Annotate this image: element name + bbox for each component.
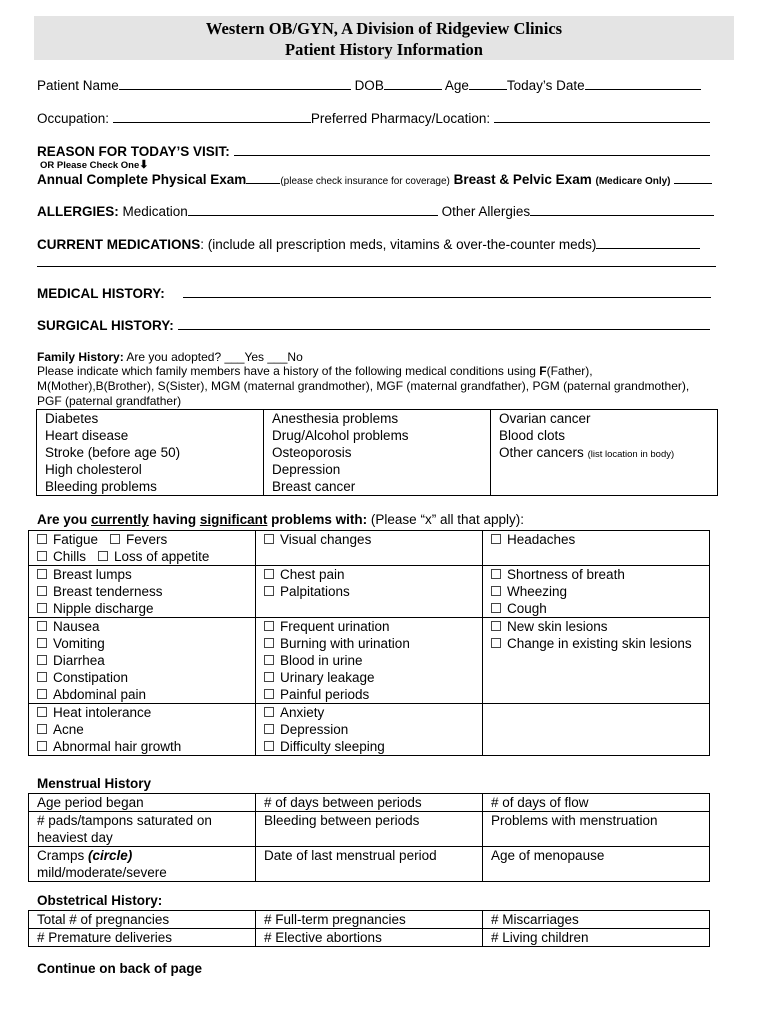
problems-cell bbox=[256, 704, 483, 756]
symptom-label: Depression bbox=[280, 722, 349, 737]
family-condition: Bleeding problems bbox=[45, 479, 157, 494]
insurance-note: (please check insurance for coverage) bbox=[280, 176, 450, 187]
symptom-label: Painful periods bbox=[280, 687, 370, 702]
medical-history-field[interactable] bbox=[183, 285, 711, 298]
problems-cell bbox=[483, 618, 710, 704]
symptom-label: Breast lumps bbox=[53, 567, 132, 582]
symptom-option[interactable] bbox=[491, 583, 709, 600]
checkbox[interactable] bbox=[264, 621, 274, 631]
surgical-history-field[interactable] bbox=[178, 317, 710, 330]
family-instructions-line1: Please indicate which family members have a history of the following medical conditions using F(Father), bbox=[37, 364, 593, 378]
symptom-option[interactable] bbox=[264, 635, 482, 652]
checkbox[interactable] bbox=[37, 741, 47, 751]
checkbox[interactable] bbox=[264, 707, 274, 717]
family-condition: Stroke (before age 50) bbox=[45, 445, 181, 460]
symptom-label: Loss of appetite bbox=[114, 549, 210, 564]
menstrual-cell[interactable]: Age of menopause bbox=[483, 847, 710, 882]
menstrual-cell[interactable]: Cramps (circle) mild/moderate/severe bbox=[29, 847, 256, 882]
visit-type-row bbox=[37, 171, 712, 187]
page-title: Western OB/GYN, A Division of Ridgeview Clinics bbox=[205, 19, 563, 38]
problems-cell bbox=[29, 704, 256, 756]
checkbox[interactable] bbox=[37, 603, 47, 613]
menstrual-cell[interactable]: Bleeding between periods bbox=[256, 812, 483, 847]
obstetrical-history-table bbox=[28, 910, 710, 947]
checkbox[interactable] bbox=[264, 655, 274, 665]
medical-history-row bbox=[37, 285, 711, 301]
symptom-option[interactable] bbox=[491, 600, 709, 617]
checkbox[interactable] bbox=[264, 672, 274, 682]
family-condition: Breast cancer bbox=[272, 479, 356, 494]
symptom-option[interactable] bbox=[264, 618, 482, 635]
menstrual-cell[interactable]: # of days of flow bbox=[483, 794, 710, 812]
problems-cell bbox=[29, 566, 256, 618]
symptom-option[interactable] bbox=[264, 652, 482, 669]
symptom-label: Shortness of breath bbox=[507, 567, 625, 582]
symptom-option[interactable] bbox=[491, 618, 709, 635]
symptom-label: Fatigue bbox=[53, 532, 99, 547]
checkbox[interactable] bbox=[37, 621, 47, 631]
symptom-option[interactable] bbox=[491, 635, 709, 652]
problems-cell bbox=[29, 618, 256, 704]
family-history-label: Family History: bbox=[37, 350, 124, 364]
symptom-option[interactable] bbox=[264, 566, 482, 583]
obstetrical-cell[interactable]: # Full-term pregnancies bbox=[256, 911, 483, 929]
pharmacy-label: Preferred Pharmacy/Location: bbox=[310, 111, 491, 126]
medication-allergy-field[interactable] bbox=[188, 203, 438, 216]
other-cancers-note: (list location in body) bbox=[587, 449, 675, 460]
reason-label: REASON FOR TODAY’S VISIT: bbox=[37, 144, 230, 159]
obstetrical-cell[interactable]: # Living children bbox=[483, 929, 710, 947]
checkbox[interactable] bbox=[37, 707, 47, 717]
symptom-label: Nausea bbox=[53, 619, 100, 634]
symptom-label: Blood in urine bbox=[280, 653, 363, 668]
family-condition: Depression bbox=[272, 462, 341, 477]
problems-heading: Are you currently having significant problems with: (Please “x” all that apply): bbox=[37, 512, 524, 527]
symptom-label: Vomiting bbox=[53, 636, 105, 651]
occupation-row bbox=[37, 110, 710, 126]
menstrual-cell[interactable]: Problems with menstruation bbox=[483, 812, 710, 847]
symptom-label: Chest pain bbox=[280, 567, 345, 582]
symptom-option[interactable] bbox=[37, 618, 255, 635]
continue-note: Continue on back of page bbox=[37, 961, 203, 976]
other-allergies-field[interactable] bbox=[530, 203, 714, 216]
checkbox[interactable] bbox=[110, 534, 120, 544]
reason-field[interactable] bbox=[234, 143, 710, 156]
symptom-label: Abnormal hair growth bbox=[53, 739, 182, 754]
symptom-label: Chills bbox=[53, 549, 87, 564]
symptom-option[interactable] bbox=[37, 600, 255, 617]
age-field[interactable] bbox=[469, 77, 507, 90]
symptom-label: Frequent urination bbox=[280, 619, 390, 634]
age-label: Age bbox=[444, 78, 469, 93]
medication-label: Medication bbox=[122, 204, 188, 219]
menstrual-history-table bbox=[28, 793, 710, 882]
symptom-label: Headaches bbox=[507, 532, 576, 547]
current-meds-field[interactable] bbox=[596, 236, 700, 249]
checkbox[interactable] bbox=[264, 689, 274, 699]
checkbox[interactable] bbox=[491, 534, 501, 544]
family-condition: Other cancers (list location in body) bbox=[499, 445, 675, 460]
symptom-label: Fevers bbox=[126, 532, 168, 547]
symptom-label: Breast tenderness bbox=[53, 584, 163, 599]
allergies-label: ALLERGIES: bbox=[37, 204, 119, 219]
checkbox[interactable] bbox=[37, 672, 47, 682]
checkbox[interactable] bbox=[491, 586, 501, 596]
symptom-label: Acne bbox=[53, 722, 84, 737]
symptom-option[interactable] bbox=[264, 738, 482, 755]
family-instructions-line2: M(Mother),B(Brother), S(Sister), MGM (maternal grandmother), MGF (maternal grandfather), PGM (paternal grandmother), bbox=[37, 379, 690, 393]
symptom-label: Burning with urination bbox=[280, 636, 410, 651]
checkbox[interactable] bbox=[37, 655, 47, 665]
symptom-label: Constipation bbox=[53, 670, 129, 685]
symptom-label: Visual changes bbox=[280, 532, 372, 547]
checkbox[interactable] bbox=[98, 551, 108, 561]
symptom-option[interactable] bbox=[37, 686, 255, 703]
menstrual-cell[interactable]: # of days between periods bbox=[256, 794, 483, 812]
symptom-option[interactable] bbox=[98, 548, 209, 565]
family-condition: Heart disease bbox=[45, 428, 129, 443]
symptom-label: Urinary leakage bbox=[280, 670, 375, 685]
patient-name-label: Patient Name bbox=[37, 78, 119, 93]
family-condition: Diabetes bbox=[45, 411, 99, 426]
problems-cell bbox=[29, 531, 256, 566]
checkbox[interactable] bbox=[37, 586, 47, 596]
symptom-option[interactable] bbox=[264, 669, 482, 686]
symptom-option[interactable] bbox=[37, 721, 255, 738]
problems-cell bbox=[256, 566, 483, 618]
dob-label: DOB bbox=[354, 78, 384, 93]
family-condition: Ovarian cancer bbox=[499, 411, 591, 426]
current-meds-note: : (include all prescription meds, vitamins & over-the-counter meds) bbox=[200, 237, 597, 252]
current-meds-row bbox=[37, 236, 700, 252]
breast-pelvic-field[interactable] bbox=[674, 174, 712, 184]
symptom-label: Wheezing bbox=[507, 584, 568, 599]
arrow-down-icon: ⬇ bbox=[139, 159, 149, 171]
todays-date-field[interactable] bbox=[585, 77, 701, 90]
checkbox[interactable] bbox=[37, 569, 47, 579]
checkbox[interactable] bbox=[264, 534, 274, 544]
family-condition: High cholesterol bbox=[45, 462, 142, 477]
problems-instructions: (Please “x” all that apply): bbox=[370, 512, 524, 527]
symptom-label: Heat intolerance bbox=[53, 705, 152, 720]
symptom-label: Palpitations bbox=[280, 584, 350, 599]
cramps-circle-note: (circle) bbox=[88, 848, 133, 863]
symptom-label: Change in existing skin lesions bbox=[507, 636, 692, 651]
symptom-label: Cough bbox=[507, 601, 547, 616]
symptom-option[interactable] bbox=[491, 566, 709, 583]
or-check-one: OR Please Check One⬇ bbox=[40, 159, 149, 171]
current-meds-field-line2[interactable] bbox=[37, 254, 716, 267]
obstetrical-cell[interactable]: # Elective abortions bbox=[256, 929, 483, 947]
symptom-option[interactable] bbox=[264, 686, 482, 703]
obstetrical-history-label: Obstetrical History: bbox=[37, 893, 163, 908]
reason-row bbox=[37, 143, 710, 159]
family-conditions-table bbox=[36, 409, 718, 496]
surgical-history-row bbox=[37, 317, 710, 333]
symptom-label: Diarrhea bbox=[53, 653, 105, 668]
family-col1 bbox=[37, 410, 264, 496]
symptom-option[interactable] bbox=[37, 669, 255, 686]
checkbox[interactable] bbox=[491, 603, 501, 613]
medical-history-label: MEDICAL HISTORY: bbox=[37, 286, 165, 301]
menstrual-cell[interactable]: Age period began bbox=[29, 794, 256, 812]
occupation-label: Occupation: bbox=[37, 111, 110, 126]
problems-cell bbox=[256, 531, 483, 566]
menstrual-cell[interactable]: # pads/tampons saturated on heaviest day bbox=[29, 812, 256, 847]
family-condition: Anesthesia problems bbox=[272, 411, 399, 426]
patient-name-row bbox=[37, 77, 701, 93]
symptom-label: New skin lesions bbox=[507, 619, 608, 634]
breast-pelvic-label: Breast & Pelvic Exam bbox=[453, 172, 592, 187]
dob-field[interactable] bbox=[384, 77, 442, 90]
obstetrical-cell[interactable]: # Premature deliveries bbox=[29, 929, 256, 947]
todays-date-label: Today’s Date bbox=[506, 78, 585, 93]
checkbox[interactable] bbox=[264, 569, 274, 579]
checkbox[interactable] bbox=[37, 534, 47, 544]
family-condition: Blood clots bbox=[499, 428, 566, 443]
checkbox[interactable] bbox=[264, 586, 274, 596]
checkbox[interactable] bbox=[491, 621, 501, 631]
occupation-field[interactable] bbox=[113, 110, 311, 123]
checkbox[interactable] bbox=[37, 724, 47, 734]
adopted-question: Are you adopted? ___Yes ___No bbox=[126, 350, 303, 364]
symptom-label: Anxiety bbox=[280, 705, 325, 720]
checkbox[interactable] bbox=[264, 724, 274, 734]
checkbox[interactable] bbox=[37, 551, 47, 561]
medicare-only-note: (Medicare Only) bbox=[595, 176, 671, 187]
symptom-option[interactable] bbox=[37, 583, 255, 600]
family-instructions-line3: PGF (paternal grandfather) bbox=[37, 394, 182, 408]
symptom-option[interactable] bbox=[37, 652, 255, 669]
problems-cell bbox=[483, 566, 710, 618]
symptom-option[interactable] bbox=[37, 531, 98, 548]
symptom-label: Nipple discharge bbox=[53, 601, 154, 616]
checkbox[interactable] bbox=[264, 741, 274, 751]
problems-cell bbox=[256, 618, 483, 704]
symptom-label: Difficulty sleeping bbox=[280, 739, 385, 754]
family-history-line1 bbox=[37, 350, 303, 364]
symptom-option[interactable] bbox=[264, 704, 482, 721]
allergies-row bbox=[37, 203, 714, 219]
checkbox[interactable] bbox=[264, 638, 274, 648]
symptom-option[interactable] bbox=[37, 566, 255, 583]
page-subtitle: Patient History Information bbox=[285, 40, 483, 59]
symptom-option[interactable] bbox=[264, 721, 482, 738]
checkbox[interactable] bbox=[491, 569, 501, 579]
checkbox[interactable] bbox=[491, 638, 501, 648]
symptom-label: Abdominal pain bbox=[53, 687, 147, 702]
obstetrical-cell[interactable]: # Miscarriages bbox=[483, 911, 710, 929]
family-condition: Drug/Alcohol problems bbox=[272, 428, 409, 443]
obstetrical-cell[interactable]: Total # of pregnancies bbox=[29, 911, 256, 929]
problems-cell bbox=[483, 531, 710, 566]
symptom-option[interactable] bbox=[264, 531, 482, 548]
annual-exam-label: Annual Complete Physical Exam bbox=[37, 172, 247, 187]
family-condition: Osteoporosis bbox=[272, 445, 352, 460]
symptom-option[interactable] bbox=[37, 704, 255, 721]
checkbox[interactable] bbox=[37, 689, 47, 699]
problems-table bbox=[28, 530, 710, 756]
pharmacy-field[interactable] bbox=[494, 110, 710, 123]
symptom-option[interactable] bbox=[37, 548, 86, 565]
cramps-options: mild/moderate/severe bbox=[37, 865, 167, 880]
annual-exam-field[interactable] bbox=[246, 171, 280, 184]
checkbox[interactable] bbox=[37, 638, 47, 648]
symptom-option[interactable] bbox=[264, 583, 482, 600]
problems-cell bbox=[483, 704, 710, 756]
current-meds-label: CURRENT MEDICATIONS bbox=[37, 237, 201, 252]
surgical-history-label: SURGICAL HISTORY: bbox=[37, 318, 174, 333]
patient-name-field[interactable] bbox=[119, 77, 351, 90]
other-allergies-label: Other Allergies bbox=[441, 204, 531, 219]
symptom-option[interactable] bbox=[37, 738, 255, 755]
family-col3 bbox=[491, 410, 718, 496]
menstrual-history-label: Menstrual History bbox=[37, 776, 152, 791]
symptom-option[interactable] bbox=[37, 635, 255, 652]
menstrual-cell[interactable]: Date of last menstrual period bbox=[256, 847, 483, 882]
family-col2 bbox=[264, 410, 491, 496]
symptom-option[interactable] bbox=[110, 531, 167, 548]
symptom-option[interactable] bbox=[491, 531, 709, 548]
